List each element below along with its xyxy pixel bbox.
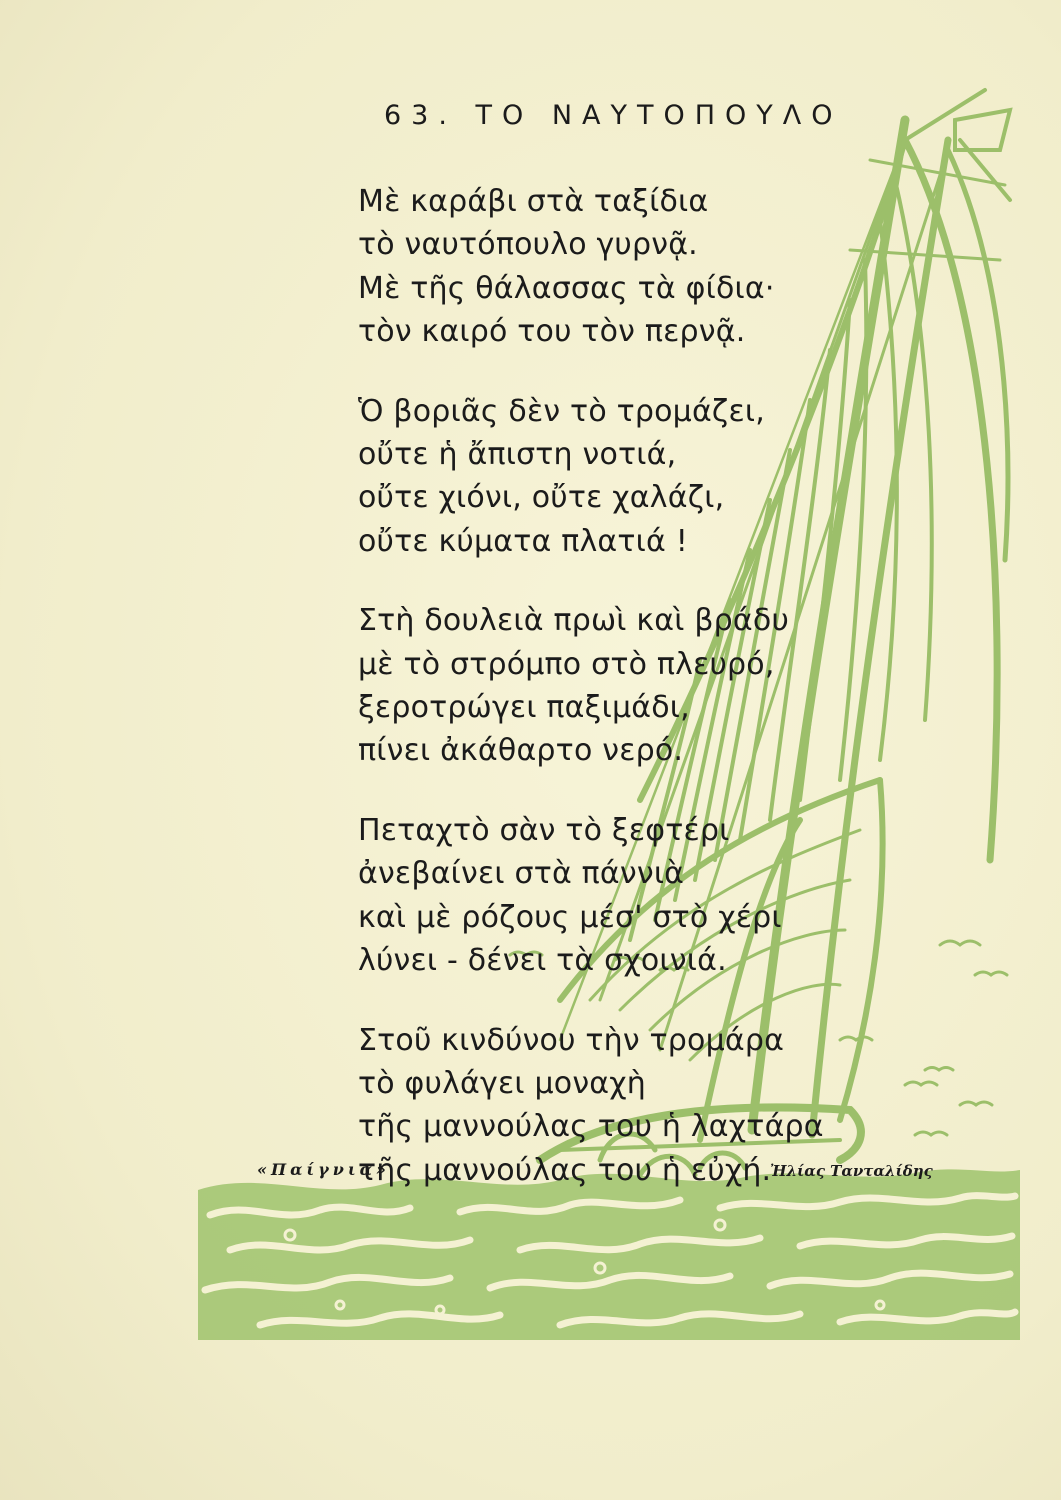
- poem-line: πίνει ἀκάθαρτο νερό.: [358, 733, 684, 769]
- poem-line: καὶ μὲ ρόζους μέσ' στὸ χέρι: [358, 899, 782, 935]
- poem-line: τὸ φυλάγει μοναχὴ: [358, 1065, 647, 1101]
- poem-line: οὔτε ἡ ἄπιστη νοτιά,: [358, 437, 677, 473]
- poem-line: Ὁ βοριᾶς δὲν τὸ τρομάζει,: [358, 393, 765, 429]
- author-name: Ἠλίας Τανταλίδης: [770, 1162, 933, 1180]
- poem-line: ξεροτρώγει παξιμάδι,: [358, 690, 690, 726]
- poem-line: Μὲ τῆς θάλασσας τὰ φίδια·: [358, 270, 775, 306]
- source-citation: «Παίγνια»: [257, 1160, 390, 1179]
- poem-line: τῆς μαννούλας του ἡ εὐχή.: [358, 1152, 772, 1188]
- poem-line: ἀνεβαίνει στὰ πάννιὰ: [358, 856, 685, 892]
- poem-line: λύνει - δένει τὰ σχοινιά.: [358, 943, 727, 979]
- poem-line: Μὲ καράβι στὰ ταξίδια: [358, 184, 709, 219]
- poem-body: [358, 180, 918, 1228]
- stanza-3: [358, 599, 918, 773]
- poem-title: 63. ΤΟ ΝΑΥΤΟΠΟΥΛΟ: [384, 100, 843, 131]
- poem-line: Στοῦ κινδύνου τὴν τρομάρα: [358, 1022, 785, 1058]
- stanza-4: [358, 809, 918, 983]
- poem-line: Πεταχτὸ σὰν τὸ ξεφτέρι: [358, 812, 730, 848]
- stanza-2: [358, 390, 918, 564]
- poem-line: τῆς μαννούλας του ἡ λαχτάρα: [358, 1109, 824, 1145]
- poem-line: οὔτε κύματα πλατιά !: [358, 523, 688, 559]
- poem-line: οὔτε χιόνι, οὔτε χαλάζι,: [358, 480, 725, 516]
- poem-line: μὲ τὸ στρόμπο στὸ πλευρό,: [358, 646, 775, 682]
- stanza-1: [358, 180, 918, 354]
- poem-line: τὸν καιρό του τὸν περνᾷ.: [358, 314, 746, 350]
- poem-line: Στὴ δουλειὰ πρωὶ καὶ βράδυ: [358, 603, 790, 639]
- poem-line: τὸ ναυτόπουλο γυρνᾷ.: [358, 227, 698, 263]
